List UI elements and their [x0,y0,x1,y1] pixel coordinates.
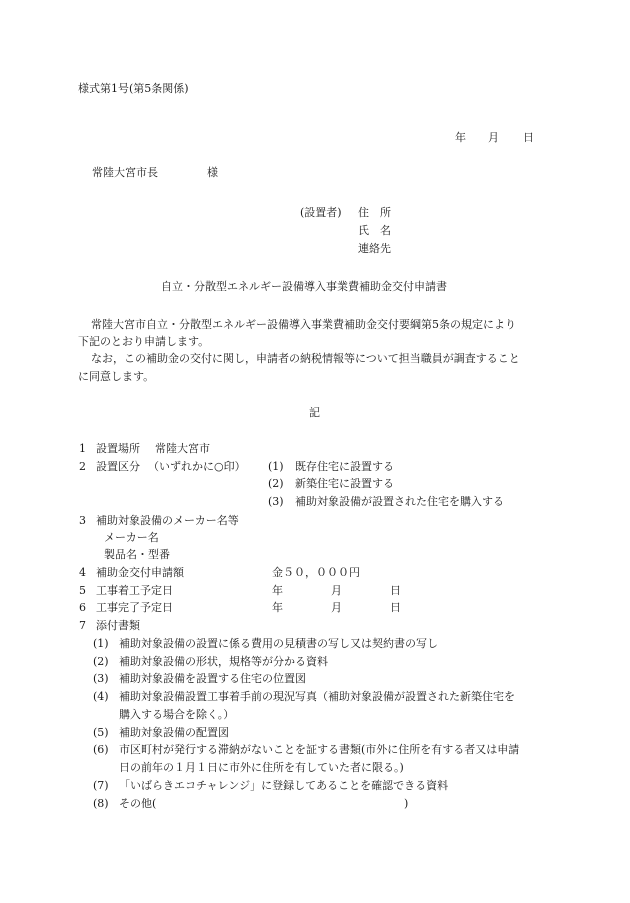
item-2-number: 2 [79,460,86,473]
doc-4-text-line-2: 購入する場合を除く。） [119,708,235,721]
applicant-contact-label: 連絡先 [358,242,391,255]
doc-4-number: (4) [93,690,109,703]
doc-6-text-line-2: 日の前年の１月１日に市外に住所を有していた者に限る。) [119,761,404,774]
doc-8-close-paren: ) [404,797,409,810]
item-6-label: 工事完了予定日 [96,601,173,614]
document-title: 自立・分散型エネルギー設備導入事業費補助金交付申請書 [161,280,447,293]
item-6-year: 年 [272,601,283,614]
doc-5-text: 補助対象設備の配置図 [119,726,229,739]
item-3-label: 補助対象設備のメーカー名等 [96,514,239,527]
doc-1-text: 補助対象設備の設置に係る費用の見積書の写し又は契約書の写し [119,637,438,650]
doc-1-number: (1) [93,637,109,650]
item-1-number: 1 [79,442,86,455]
item-5-month: 月 [331,584,342,597]
applicant-name-label: 氏 名 [358,224,391,237]
item-4-label: 補助金交付申請額 [96,566,184,579]
addressee-honorific: 様 [207,166,218,179]
item-3-product-label: 製品名・型番 [104,548,170,561]
applicant-address-label: 住 所 [358,206,391,219]
item-6-number: 6 [79,601,86,614]
item-4-number: 4 [79,566,86,579]
item-5-number: 5 [79,584,86,597]
body-paragraph-1-line-2: 下記のとおり申請します。 [78,335,210,348]
addressee-name: 常陸大宮市長 [92,166,158,179]
doc-6-text-line-1: 市区町村が発行する滞納がないことを証する書類(市外に住所を有する者又は申請 [119,743,520,756]
doc-7-number: (7) [93,779,109,792]
item-1-value: 常陸大宮市 [155,442,210,455]
item-7-number: 7 [79,619,86,632]
doc-6-number: (6) [93,743,109,756]
doc-7-text: 「いばらきエコチャレンジ」に登録してあることを確認できる資料 [119,779,449,792]
item-4-value: 金５０，０００円 [272,566,360,579]
item-2-label: 設置区分 [96,460,140,473]
item-5-year: 年 [272,584,283,597]
item-3-number: 3 [79,514,86,527]
body-paragraph-2-line-2: に同意します。 [78,370,155,383]
item-7-label: 添付書類 [96,619,140,632]
item-1-label: 設置場所 [96,442,140,455]
doc-3-text: 補助対象設備を設置する住宅の位置図 [119,672,306,685]
item-5-day: 日 [390,584,401,597]
body-paragraph-1-line-1: 常陸大宮市自立・分散型エネルギー設備導入事業費補助金交付要綱第5条の規定により [91,318,516,331]
item-6-day: 日 [390,601,401,614]
applicant-role: (設置者) [300,206,342,219]
date-year-label: 年 [455,131,466,144]
item-2-option-1-text: 既存住宅に設置する [295,460,394,473]
item-2-option-3-text: 補助対象設備が設置された住宅を購入する [295,495,504,508]
body-paragraph-2-line-1: なお，この補助金の交付に関し，申請者の納税情報等について担当職員が調査すること [91,352,520,365]
date-day-label: 日 [523,131,534,144]
doc-8-text: その他( [119,797,157,810]
item-2-option-1-number: (1) [268,460,284,473]
doc-2-text: 補助対象設備の形状，規格等が分かる資料 [119,655,328,668]
doc-3-number: (3) [93,672,109,685]
item-6-month: 月 [331,601,342,614]
doc-5-number: (5) [93,726,109,739]
item-2-note: （いずれかに○印） [148,460,246,473]
item-3-maker-label: メーカー名 [104,531,159,544]
doc-2-number: (2) [93,655,109,668]
date-month-label: 月 [488,131,499,144]
item-2-option-2-text: 新築住宅に設置する [295,477,394,490]
item-2-option-2-number: (2) [268,477,284,490]
ki-heading: 記 [309,406,320,419]
form-number: 様式第1号(第5条関係) [78,82,189,95]
item-5-label: 工事着工予定日 [96,584,173,597]
item-2-option-3-number: (3) [268,495,284,508]
doc-4-text-line-1: 補助対象設備設置工事着手前の現況写真（補助対象設備が設置された新築住宅を [119,690,515,703]
doc-8-number: (8) [93,797,109,810]
